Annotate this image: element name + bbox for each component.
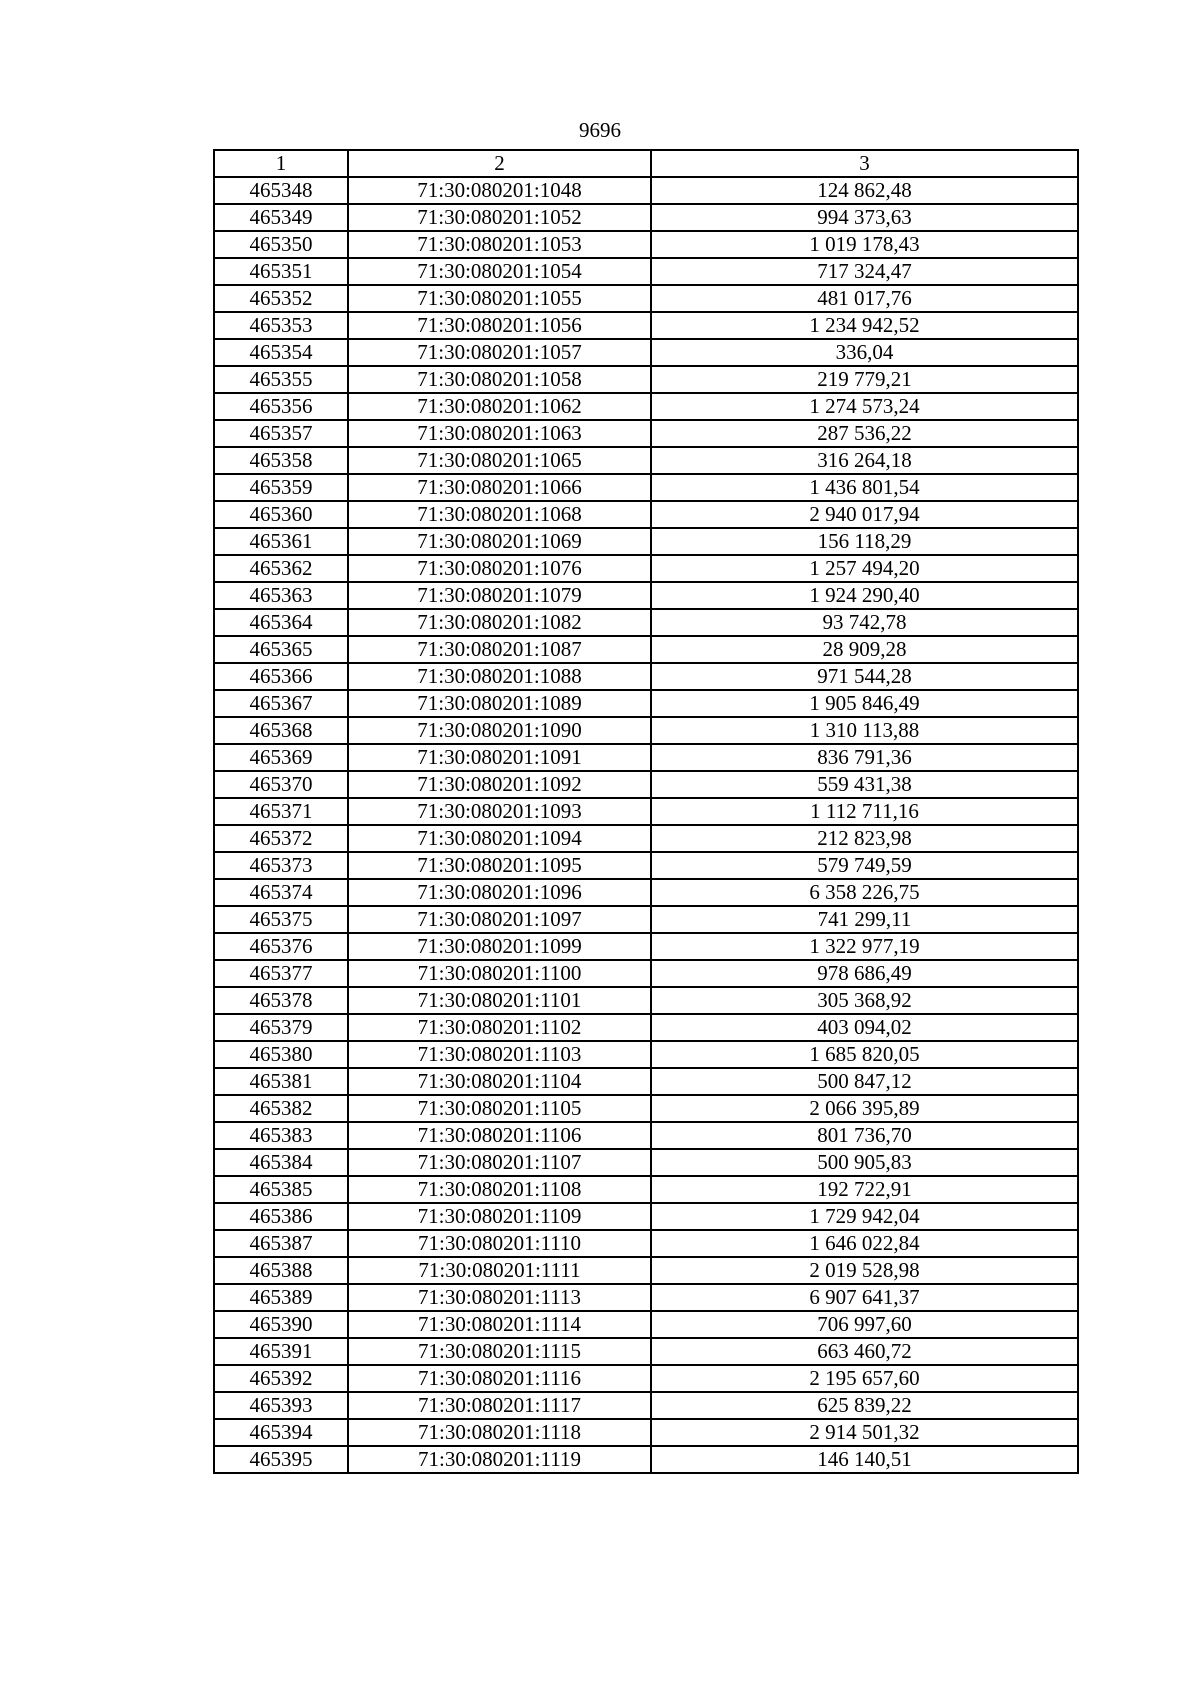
table-row	[214, 1230, 1078, 1257]
table-row	[214, 1446, 1078, 1473]
table-row	[214, 1392, 1078, 1419]
table-row	[214, 636, 1078, 663]
cell-number: 465381	[214, 1068, 348, 1095]
table-row	[214, 933, 1078, 960]
table-row	[214, 906, 1078, 933]
table-row	[214, 204, 1078, 231]
cell-value: 1 257 494,20	[651, 555, 1078, 582]
table-row	[214, 1014, 1078, 1041]
table-row	[214, 879, 1078, 906]
table-row	[214, 1095, 1078, 1122]
cell-value: 1 924 290,40	[651, 582, 1078, 609]
table-row	[214, 690, 1078, 717]
cell-cadastral-id: 71:30:080201:1090	[348, 717, 651, 744]
cell-cadastral-id: 71:30:080201:1099	[348, 933, 651, 960]
table-row	[214, 393, 1078, 420]
cell-number: 465378	[214, 987, 348, 1014]
table-row	[214, 1122, 1078, 1149]
cell-cadastral-id: 71:30:080201:1119	[348, 1446, 651, 1473]
table-row	[214, 1284, 1078, 1311]
table-row	[214, 1338, 1078, 1365]
cell-value: 978 686,49	[651, 960, 1078, 987]
table-row	[214, 1311, 1078, 1338]
table-row	[214, 231, 1078, 258]
cell-cadastral-id: 71:30:080201:1107	[348, 1149, 651, 1176]
cell-value: 287 536,22	[651, 420, 1078, 447]
cell-number: 465373	[214, 852, 348, 879]
cell-value: 500 847,12	[651, 1068, 1078, 1095]
cell-cadastral-id: 71:30:080201:1114	[348, 1311, 651, 1338]
table-row	[214, 339, 1078, 366]
cell-cadastral-id: 71:30:080201:1048	[348, 177, 651, 204]
column-header-1: 1	[214, 150, 348, 177]
cell-value: 6 358 226,75	[651, 879, 1078, 906]
column-header-3: 3	[651, 150, 1078, 177]
cell-number: 465356	[214, 393, 348, 420]
cell-value: 994 373,63	[651, 204, 1078, 231]
cell-number: 465363	[214, 582, 348, 609]
cell-cadastral-id: 71:30:080201:1079	[348, 582, 651, 609]
cell-value: 2 195 657,60	[651, 1365, 1078, 1392]
cell-number: 465367	[214, 690, 348, 717]
cell-cadastral-id: 71:30:080201:1088	[348, 663, 651, 690]
cell-number: 465392	[214, 1365, 348, 1392]
cell-cadastral-id: 71:30:080201:1055	[348, 285, 651, 312]
table-row	[214, 825, 1078, 852]
cell-number: 465368	[214, 717, 348, 744]
cell-number: 465380	[214, 1041, 348, 1068]
cell-value: 706 997,60	[651, 1311, 1078, 1338]
table-row	[214, 447, 1078, 474]
cell-number: 465352	[214, 285, 348, 312]
cell-value: 305 368,92	[651, 987, 1078, 1014]
cell-cadastral-id: 71:30:080201:1100	[348, 960, 651, 987]
cell-value: 500 905,83	[651, 1149, 1078, 1176]
cell-number: 465389	[214, 1284, 348, 1311]
cell-cadastral-id: 71:30:080201:1068	[348, 501, 651, 528]
cell-cadastral-id: 71:30:080201:1117	[348, 1392, 651, 1419]
table-row	[214, 1176, 1078, 1203]
cell-number: 465388	[214, 1257, 348, 1284]
cell-number: 465350	[214, 231, 348, 258]
cell-value: 316 264,18	[651, 447, 1078, 474]
cell-value: 2 914 501,32	[651, 1419, 1078, 1446]
cell-number: 465359	[214, 474, 348, 501]
table-row	[214, 366, 1078, 393]
cell-cadastral-id: 71:30:080201:1109	[348, 1203, 651, 1230]
cell-number: 465386	[214, 1203, 348, 1230]
cell-value: 481 017,76	[651, 285, 1078, 312]
cell-value: 1 685 820,05	[651, 1041, 1078, 1068]
table-row	[214, 1419, 1078, 1446]
cell-number: 465383	[214, 1122, 348, 1149]
cell-cadastral-id: 71:30:080201:1089	[348, 690, 651, 717]
cell-value: 1 310 113,88	[651, 717, 1078, 744]
cell-value: 1 112 711,16	[651, 798, 1078, 825]
cell-cadastral-id: 71:30:080201:1063	[348, 420, 651, 447]
cell-number: 465387	[214, 1230, 348, 1257]
table-row	[214, 285, 1078, 312]
cell-number: 465382	[214, 1095, 348, 1122]
cell-value: 717 324,47	[651, 258, 1078, 285]
table-row	[214, 258, 1078, 285]
cell-cadastral-id: 71:30:080201:1076	[348, 555, 651, 582]
cell-value: 1 234 942,52	[651, 312, 1078, 339]
cell-value: 1 905 846,49	[651, 690, 1078, 717]
cell-cadastral-id: 71:30:080201:1053	[348, 231, 651, 258]
table-row	[214, 1365, 1078, 1392]
cell-number: 465349	[214, 204, 348, 231]
cell-number: 465384	[214, 1149, 348, 1176]
table-row	[214, 1203, 1078, 1230]
table-row	[214, 1041, 1078, 1068]
cell-value: 559 431,38	[651, 771, 1078, 798]
cell-number: 465370	[214, 771, 348, 798]
cell-cadastral-id: 71:30:080201:1091	[348, 744, 651, 771]
cell-number: 465360	[214, 501, 348, 528]
cell-cadastral-id: 71:30:080201:1094	[348, 825, 651, 852]
cell-value: 741 299,11	[651, 906, 1078, 933]
cell-value: 336,04	[651, 339, 1078, 366]
cell-cadastral-id: 71:30:080201:1105	[348, 1095, 651, 1122]
cell-cadastral-id: 71:30:080201:1102	[348, 1014, 651, 1041]
cell-cadastral-id: 71:30:080201:1052	[348, 204, 651, 231]
table-row	[214, 528, 1078, 555]
cell-cadastral-id: 71:30:080201:1095	[348, 852, 651, 879]
cell-number: 465365	[214, 636, 348, 663]
table-row	[214, 771, 1078, 798]
cell-cadastral-id: 71:30:080201:1103	[348, 1041, 651, 1068]
cell-cadastral-id: 71:30:080201:1057	[348, 339, 651, 366]
cell-value: 1 322 977,19	[651, 933, 1078, 960]
table-header	[214, 150, 1078, 177]
cell-cadastral-id: 71:30:080201:1065	[348, 447, 651, 474]
cell-cadastral-id: 71:30:080201:1111	[348, 1257, 651, 1284]
table-row	[214, 177, 1078, 204]
cell-number: 465372	[214, 825, 348, 852]
cell-number: 465393	[214, 1392, 348, 1419]
cell-cadastral-id: 71:30:080201:1104	[348, 1068, 651, 1095]
cell-value: 1 729 942,04	[651, 1203, 1078, 1230]
table-row	[214, 960, 1078, 987]
cell-cadastral-id: 71:30:080201:1092	[348, 771, 651, 798]
cell-number: 465379	[214, 1014, 348, 1041]
cell-cadastral-id: 71:30:080201:1097	[348, 906, 651, 933]
cell-value: 971 544,28	[651, 663, 1078, 690]
cell-value: 2 940 017,94	[651, 501, 1078, 528]
table-row	[214, 609, 1078, 636]
data-table	[213, 149, 1079, 1474]
cell-cadastral-id: 71:30:080201:1058	[348, 366, 651, 393]
cell-value: 836 791,36	[651, 744, 1078, 771]
cell-number: 465353	[214, 312, 348, 339]
cell-number: 465351	[214, 258, 348, 285]
cell-value: 1 646 022,84	[651, 1230, 1078, 1257]
cell-cadastral-id: 71:30:080201:1108	[348, 1176, 651, 1203]
cell-cadastral-id: 71:30:080201:1115	[348, 1338, 651, 1365]
cell-cadastral-id: 71:30:080201:1082	[348, 609, 651, 636]
table-row	[214, 312, 1078, 339]
cell-value: 192 722,91	[651, 1176, 1078, 1203]
cell-number: 465371	[214, 798, 348, 825]
cell-cadastral-id: 71:30:080201:1054	[348, 258, 651, 285]
cell-number: 465364	[214, 609, 348, 636]
cell-value: 6 907 641,37	[651, 1284, 1078, 1311]
table-row	[214, 555, 1078, 582]
table-row	[214, 1068, 1078, 1095]
cell-value: 156 118,29	[651, 528, 1078, 555]
cell-number: 465355	[214, 366, 348, 393]
table-row	[214, 744, 1078, 771]
cell-value: 219 779,21	[651, 366, 1078, 393]
cell-cadastral-id: 71:30:080201:1118	[348, 1419, 651, 1446]
cell-number: 465394	[214, 1419, 348, 1446]
cell-value: 579 749,59	[651, 852, 1078, 879]
table-row	[214, 582, 1078, 609]
page-number: 9696	[579, 118, 621, 142]
cell-number: 465357	[214, 420, 348, 447]
table-row	[214, 1149, 1078, 1176]
cell-cadastral-id: 71:30:080201:1101	[348, 987, 651, 1014]
cell-number: 465391	[214, 1338, 348, 1365]
cell-number: 465377	[214, 960, 348, 987]
cell-number: 465395	[214, 1446, 348, 1473]
cell-cadastral-id: 71:30:080201:1113	[348, 1284, 651, 1311]
cell-value: 801 736,70	[651, 1122, 1078, 1149]
table-row	[214, 852, 1078, 879]
table-body	[214, 177, 1078, 1473]
cell-cadastral-id: 71:30:080201:1106	[348, 1122, 651, 1149]
cell-cadastral-id: 71:30:080201:1062	[348, 393, 651, 420]
cell-value: 93 742,78	[651, 609, 1078, 636]
cell-number: 465362	[214, 555, 348, 582]
cell-cadastral-id: 71:30:080201:1093	[348, 798, 651, 825]
table-row	[214, 987, 1078, 1014]
cell-cadastral-id: 71:30:080201:1069	[348, 528, 651, 555]
cell-number: 465390	[214, 1311, 348, 1338]
column-header-2: 2	[348, 150, 651, 177]
cell-number: 465348	[214, 177, 348, 204]
cell-number: 465376	[214, 933, 348, 960]
cell-value: 625 839,22	[651, 1392, 1078, 1419]
cell-cadastral-id: 71:30:080201:1066	[348, 474, 651, 501]
cell-number: 465361	[214, 528, 348, 555]
cell-cadastral-id: 71:30:080201:1056	[348, 312, 651, 339]
cell-value: 28 909,28	[651, 636, 1078, 663]
cell-number: 465385	[214, 1176, 348, 1203]
cell-value: 212 823,98	[651, 825, 1078, 852]
cell-number: 465369	[214, 744, 348, 771]
cell-value: 403 094,02	[651, 1014, 1078, 1041]
cell-value: 2 019 528,98	[651, 1257, 1078, 1284]
cell-cadastral-id: 71:30:080201:1116	[348, 1365, 651, 1392]
cell-value: 663 460,72	[651, 1338, 1078, 1365]
cell-number: 465374	[214, 879, 348, 906]
cell-cadastral-id: 71:30:080201:1110	[348, 1230, 651, 1257]
cell-number: 465375	[214, 906, 348, 933]
table-row	[214, 717, 1078, 744]
cell-cadastral-id: 71:30:080201:1096	[348, 879, 651, 906]
table-row	[214, 663, 1078, 690]
cell-value: 1 019 178,43	[651, 231, 1078, 258]
cell-number: 465366	[214, 663, 348, 690]
header-row	[214, 150, 1078, 177]
cell-number: 465354	[214, 339, 348, 366]
cell-value: 146 140,51	[651, 1446, 1078, 1473]
table-row	[214, 474, 1078, 501]
cell-value: 1 274 573,24	[651, 393, 1078, 420]
table-row	[214, 420, 1078, 447]
cell-value: 124 862,48	[651, 177, 1078, 204]
cell-value: 1 436 801,54	[651, 474, 1078, 501]
cell-cadastral-id: 71:30:080201:1087	[348, 636, 651, 663]
table-row	[214, 1257, 1078, 1284]
table-row	[214, 798, 1078, 825]
cell-number: 465358	[214, 447, 348, 474]
cell-value: 2 066 395,89	[651, 1095, 1078, 1122]
table-row	[214, 501, 1078, 528]
